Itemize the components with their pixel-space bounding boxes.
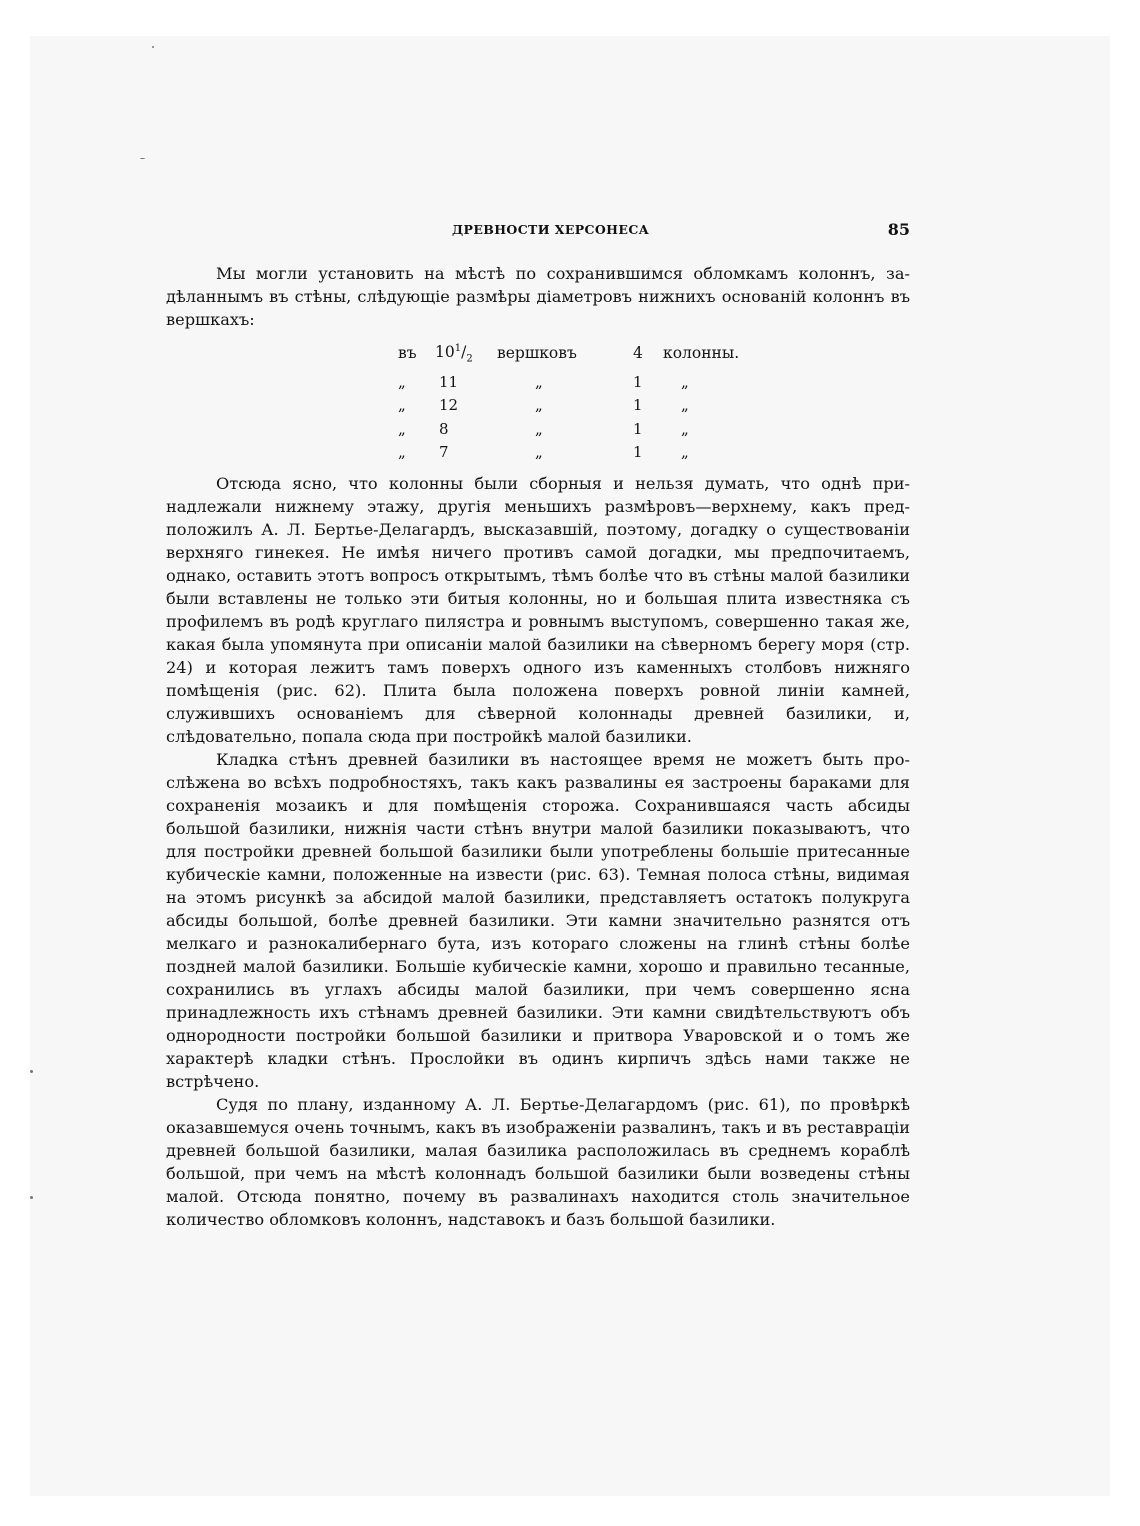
scan-speck (152, 46, 154, 48)
running-head (216, 220, 910, 240)
ditto-mark: „ (398, 372, 406, 391)
measure-size (435, 337, 497, 370)
measurements-table (398, 337, 739, 464)
measure-unit: вершковъ (497, 344, 577, 363)
fraction-numerator: 1 (454, 343, 462, 354)
ditto-mark: „ (535, 396, 543, 414)
body-text (166, 262, 910, 1231)
measure-count: 1 (633, 443, 643, 461)
measure-size: 11 (439, 372, 459, 391)
measure-size-whole: 10 (435, 343, 455, 362)
scan-speck (30, 1070, 33, 1073)
ditto-mark: „ (398, 419, 406, 438)
ditto-mark: „ (398, 443, 406, 461)
ditto-mark: „ (535, 419, 543, 438)
page-number: 85 (887, 220, 910, 239)
ditto-mark: „ (535, 443, 543, 461)
scan-speck (30, 1196, 33, 1199)
measure-count: 1 (633, 419, 643, 438)
measure-prep: въ (398, 344, 417, 363)
measurement-row (398, 441, 739, 465)
paragraph: Отсюда ясно, что колонны были сборныя и нельзя думать, что однѣ принадлежали нижнему этажу, другія меньшихъ размѣровъ—верхнему, какъ предположилъ А. Л. Бертье-Делагардъ, высказавшій, поэтому, догадку о существованіи верхняго гинекея. Не имѣя ничего противъ самой догадки, мы предпочитаемъ, однако, оставить этотъ вопросъ открытымъ, тѣмъ болѣе что въ стѣны малой базилики были вставлены не только эти битыя колонны, но и большая плита известняка съ профилемъ въ родѣ круглаго пилястра и ровнымъ выступомъ, совершенно такая же, какая была упомянута при описаніи малой базилики на сѣверномъ берегу моря (стр. 24) и которая лежитъ тамъ поверхъ одного изъ каменныхъ столбовъ нижняго помѣщенія (рис. 62). Плита была положена поверхъ ровной линіи камней, служившихъ основаніемъ для сѣверной колоннады древней базилики, и, слѣдовательно, попала сюда при постройкѣ малой базилики. (166, 474, 910, 747)
measure-size: 12 (439, 396, 459, 414)
measurement-row (398, 394, 739, 418)
running-title: ДРЕВНОСТИ ХЕРСОНЕСА (452, 222, 650, 237)
ditto-mark: „ (398, 396, 406, 414)
measure-size: 7 (439, 443, 449, 461)
measure-count: 1 (633, 372, 643, 391)
ditto-mark: „ (535, 372, 543, 391)
paragraph-intro: Мы могли установить на мѣстѣ по сохранившимся обломкамъ колоннъ, задѣланнымъ въ стѣны, слѣдующіе размѣры діаметровъ нижнихъ основаній колоннъ въ вершкахъ: (166, 264, 910, 329)
paragraph: Кладка стѣнъ древней базилики въ настоящее время не можетъ быть прослѣжена во всѣхъ подробностяхъ, такъ какъ развалины ея застроены бараками для сохраненія мозаикъ и для помѣщенія сторожа. Сохранившаяся часть абсиды большой базилики, нижнія части стѣнъ внутри малой базилики показываютъ, что для постройки древней большой базилики были употреблены большіе притесанные кубическіе камни, положенные на извести (рис. 63). Темная полоса стѣны, видимая на этомъ рисункѣ за абсидой малой базилики, представляетъ остатокъ полукруга абсиды большой, болѣе древней базилики. Эти камни значительно разнятся отъ мелкаго и разнокалибернаго бута, изъ котораго сложены на глинѣ стѣны болѣе поздней малой базилики. Большіе кубическіе камни, хорошо и правильно тесанные, сохранились въ углахъ абсиды малой базилики, при чемъ совершенно ясна принадлежность ихъ стѣнамъ древней базилики. Эти камни свидѣтельствуютъ объ однородности постройки большой базилики и притвора Уваровской и о томъ же характерѣ кладки стѣнъ. Прослойки въ одинъ кирпичъ здѣсь нами также не встрѣчено. (166, 750, 910, 1092)
measure-size: 8 (439, 419, 449, 438)
ditto-mark: „ (681, 419, 689, 438)
measure-noun: колонны. (663, 344, 740, 363)
fraction-slash: / (461, 343, 467, 362)
fraction-denominator: 2 (466, 353, 473, 365)
measurement-row (398, 337, 739, 370)
ditto-mark: „ (681, 372, 689, 391)
measurement-row (398, 417, 739, 441)
measurement-row (398, 370, 739, 394)
measure-count: 4 (633, 344, 643, 363)
paragraph: Судя по плану, изданному А. Л. Бертье-Делагардомъ (рис. 61), по провѣркѣ оказавшемуся очень точнымъ, какъ въ изображеніи развалинъ, такъ и въ реставраціи древней большой базилики, малая базилика расположилась въ среднемъ кораблѣ большой, при чемъ на мѣстѣ колоннадъ большой базилики были возведены стѣны малой. Отсюда понятно, почему въ развалинахъ находится столь значительное количество обломковъ колоннъ, надставокъ и базъ большой базилики. (166, 1095, 910, 1230)
measure-count: 1 (633, 396, 643, 414)
scan-speck (140, 158, 145, 159)
ditto-mark: „ (681, 396, 689, 414)
ditto-mark: „ (681, 443, 689, 461)
